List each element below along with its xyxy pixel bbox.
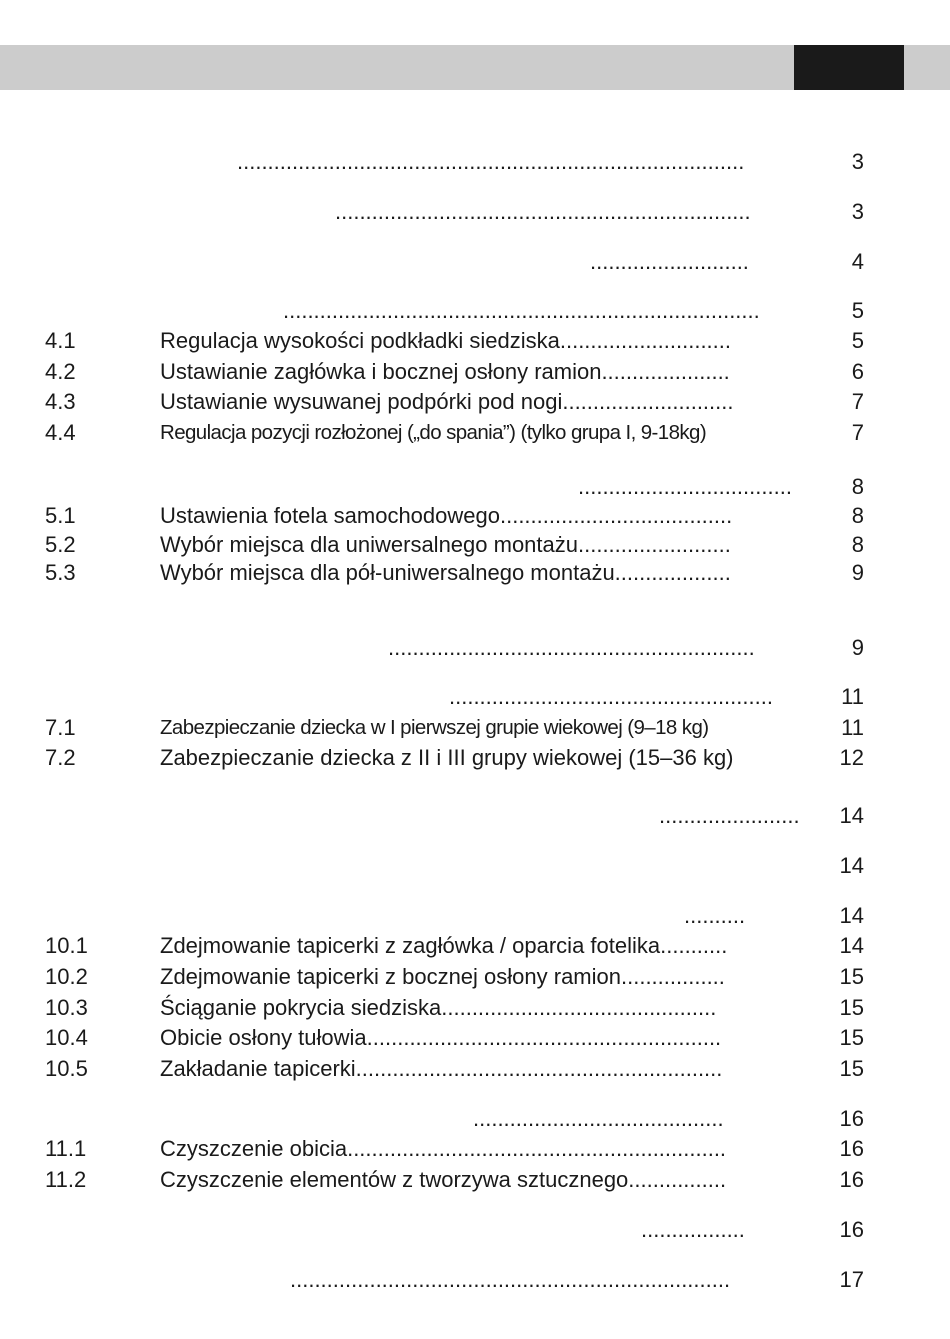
toc-entry-title: Regulacja pozycji rozłożonej („do spania”) (tylko grupa I, 9-18kg)	[160, 421, 707, 444]
toc-entry-title: Obicie osłony tułowia..........................................................	[160, 1025, 722, 1050]
toc-entry-page: 14	[839, 933, 864, 958]
toc-entry-page: 11	[841, 684, 864, 709]
toc-entry-dots: .........................................	[473, 1106, 724, 1131]
toc-entry[interactable]	[0, 962, 950, 992]
toc-entry-title: Ustawienia fotela samochodowego......................................	[160, 503, 733, 528]
toc-entry-dots: ........................................................................	[290, 1267, 731, 1292]
toc-entry-title: Czyszczenie elementów z tworzywa sztucznego................	[160, 1167, 727, 1192]
toc-entry-page: 15	[839, 1056, 864, 1081]
toc-entry-number: 4.1	[45, 328, 76, 353]
toc-entry[interactable]	[0, 851, 950, 881]
toc-entry-number: 10.2	[45, 964, 88, 989]
toc-entry[interactable]	[0, 713, 950, 743]
toc-entry-page: 15	[839, 964, 864, 989]
toc-entry-page: 16	[839, 1217, 864, 1242]
toc-entry[interactable]	[0, 418, 950, 448]
toc-entry-number: 10.5	[45, 1056, 88, 1081]
toc-entry[interactable]	[0, 743, 950, 773]
toc-entry-page: 12	[839, 745, 864, 770]
toc-entry-page: 16	[839, 1136, 864, 1161]
toc-entry-page: 8	[851, 503, 864, 528]
toc-entry-page: 8	[851, 532, 864, 557]
toc-entry-number: 7.1	[45, 715, 76, 740]
toc-entry-dots: .................	[641, 1217, 745, 1242]
toc-entry-number: 10.1	[45, 933, 88, 958]
toc-entry-dots: ............................................................	[388, 635, 755, 660]
toc-entry[interactable]	[0, 326, 950, 356]
toc-entry-title: Zakładanie tapicerki............................................................	[160, 1056, 723, 1081]
toc-entry[interactable]	[0, 247, 950, 277]
toc-entry[interactable]	[0, 1023, 950, 1053]
toc-entry-title: Czyszczenie obicia..............................................................	[160, 1136, 727, 1161]
toc-entry[interactable]	[0, 1265, 950, 1295]
toc-entry-dots: .......................	[659, 803, 800, 828]
toc-entry[interactable]	[0, 472, 950, 502]
toc-entry-dots: ....................................................................	[335, 199, 751, 224]
toc-entry-title: Ustawianie wysuwanej podpórki pod nogi............................	[160, 389, 734, 414]
toc-entry[interactable]	[0, 387, 950, 417]
toc-entry-number: 4.3	[45, 389, 76, 414]
toc-entry[interactable]	[0, 501, 950, 531]
toc-entry-dots: ..............................................................................	[283, 298, 760, 323]
toc-entry[interactable]	[0, 1104, 950, 1134]
toc-entry-dots: ...................................................................................	[237, 149, 745, 174]
toc-entry-page: 14	[839, 903, 864, 928]
toc-entry-title: Ściąganie pokrycia siedziska.............................................	[160, 995, 717, 1020]
toc-entry[interactable]	[0, 1054, 950, 1084]
toc-entry-title: Ustawianie zagłówka i bocznej osłony ramion.....................	[160, 359, 730, 384]
toc-entry-page: 3	[851, 199, 864, 224]
toc-entry[interactable]	[0, 147, 950, 177]
toc-entry-page: 5	[851, 328, 864, 353]
toc-entry-number: 11.2	[45, 1167, 87, 1192]
toc-entry[interactable]	[0, 931, 950, 961]
toc-entry-title: Zabezpieczanie dziecka z II i III grupy wiekowej (15–36 kg)	[160, 745, 734, 770]
toc-entry-title: Zdejmowanie tapicerki z zagłówka / oparcia fotelika...........	[160, 933, 728, 958]
toc-entry-page: 4	[851, 249, 864, 274]
toc-entry-number: 4.4	[45, 420, 76, 445]
toc-entry[interactable]	[0, 357, 950, 387]
toc-entry[interactable]	[0, 993, 950, 1023]
toc-entry-page: 11	[841, 715, 864, 740]
toc-entry-page: 9	[851, 560, 864, 585]
toc-entry[interactable]	[0, 296, 950, 326]
toc-entry-page: 14	[839, 853, 864, 878]
toc-entry-dots: ..........	[684, 903, 746, 928]
toc-entry-number: 5.1	[45, 503, 76, 528]
toc-entry[interactable]	[0, 682, 950, 712]
toc-entry-title: Wybór miejsca dla pół-uniwersalnego montażu...................	[160, 560, 731, 585]
toc-entry-title: Wybór miejsca dla uniwersalnego montażu.........................	[160, 532, 731, 557]
toc-entry-dots: .....................................................	[449, 684, 773, 709]
toc-entry[interactable]	[0, 530, 950, 560]
toc-entry-number: 5.2	[45, 532, 76, 557]
toc-entry-dots: ..........................	[590, 249, 749, 274]
toc-entry-number: 5.3	[45, 560, 76, 585]
toc-entry-page: 15	[839, 1025, 864, 1050]
toc-entry-page: 7	[851, 420, 864, 445]
toc-entry[interactable]	[0, 1165, 950, 1195]
toc-entry-title: Zabezpieczanie dziecka w I pierwszej grupie wiekowej (9–18 kg)	[160, 716, 709, 739]
toc-entry-page: 17	[839, 1267, 864, 1292]
toc-entry[interactable]	[0, 1134, 950, 1164]
toc-entry-title: Regulacja wysokości podkładki siedziska............................	[160, 328, 732, 353]
toc-entry-page: 15	[839, 995, 864, 1020]
toc-entry-page: 9	[851, 635, 864, 660]
toc-entry-number: 10.4	[45, 1025, 88, 1050]
toc-entry-page: 16	[839, 1167, 864, 1192]
toc-entry[interactable]	[0, 558, 950, 588]
toc-entry-number: 4.2	[45, 359, 76, 384]
toc-entry-page: 14	[839, 803, 864, 828]
toc-entry-page: 5	[851, 298, 864, 323]
toc-entry-page: 6	[851, 359, 864, 384]
toc-entry-page: 8	[851, 474, 864, 499]
toc-entry-page: 3	[851, 149, 864, 174]
toc-entry-page: 16	[839, 1106, 864, 1131]
toc-entry-title: Zdejmowanie tapicerki z bocznej osłony ramion.................	[160, 964, 725, 989]
toc-entry[interactable]	[0, 901, 950, 931]
toc-entry[interactable]	[0, 197, 950, 227]
toc-entry-number: 10.3	[45, 995, 88, 1020]
toc-entry-number: 11.1	[45, 1136, 87, 1161]
toc-entry-page: 7	[851, 389, 864, 414]
toc-entry[interactable]	[0, 1215, 950, 1245]
toc-entry-number: 7.2	[45, 745, 76, 770]
toc-entry[interactable]	[0, 633, 950, 663]
toc-entry[interactable]	[0, 801, 950, 831]
toc-entry-dots: ...................................	[578, 474, 792, 499]
